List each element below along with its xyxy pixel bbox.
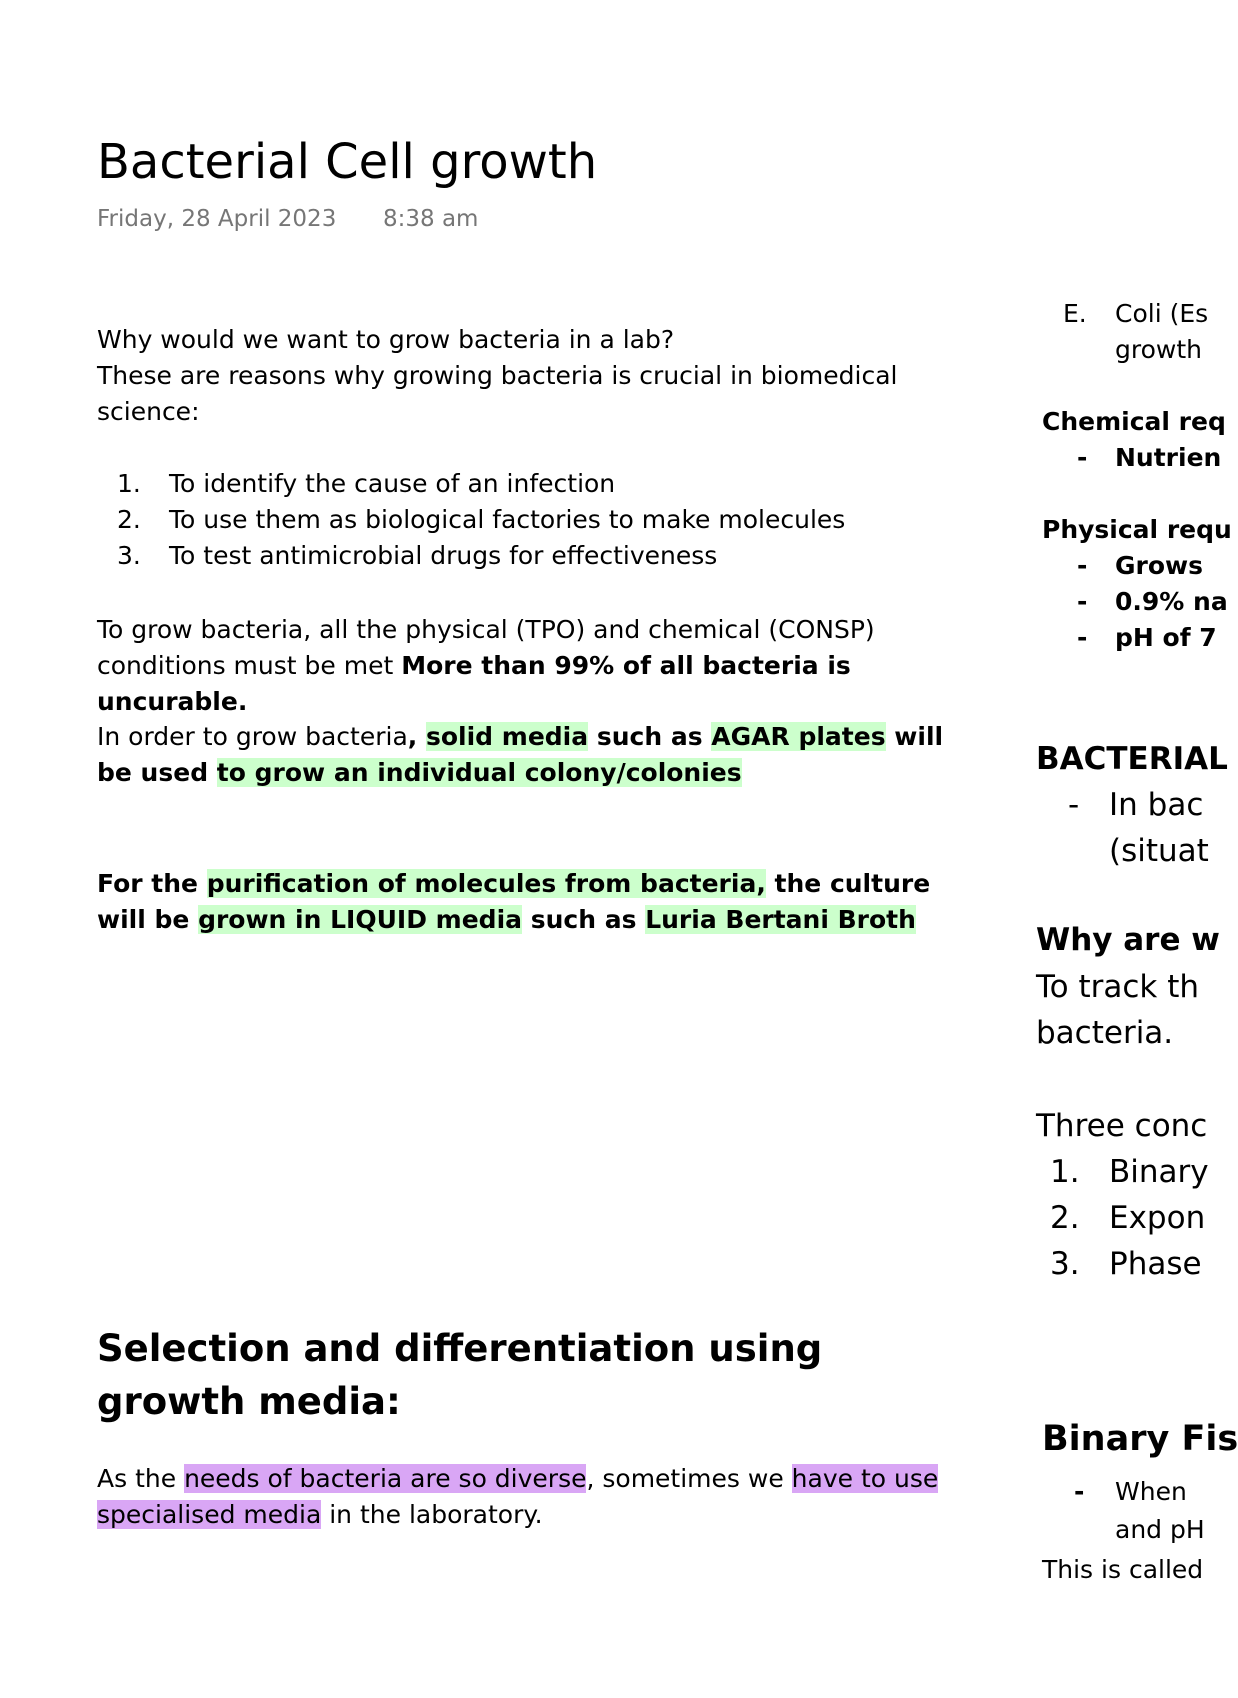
ecoli-line-1: Coli (Es bbox=[1115, 299, 1209, 328]
physical-item: 0.9% na bbox=[1115, 587, 1228, 616]
physical-dash: - bbox=[1077, 551, 1088, 580]
text-run: will be used bbox=[97, 722, 944, 787]
three-number: 1. bbox=[1050, 1154, 1080, 1190]
text-run: such as bbox=[588, 722, 712, 751]
list-item bbox=[97, 502, 957, 538]
physical-item: pH of 7 bbox=[1115, 623, 1217, 652]
physical-item: Grows bbox=[1115, 551, 1204, 580]
highlight-purification: purification of molecules from bacteria, bbox=[206, 869, 766, 898]
solid-media-paragraph bbox=[97, 719, 957, 791]
highlight-solid-media: solid media bbox=[425, 722, 589, 751]
track-line-2: bacteria. bbox=[1036, 1015, 1174, 1051]
binary-dash: - bbox=[1074, 1477, 1085, 1506]
highlight-diverse-needs: needs of bacteria are so diverse bbox=[184, 1464, 587, 1493]
ecoli-marker: E. bbox=[1063, 299, 1087, 328]
chemical-heading: Chemical req bbox=[1042, 407, 1226, 436]
intro-answer: These are reasons why growing bacteria is crucial in biomedical science: bbox=[97, 361, 898, 426]
physical-dash: - bbox=[1077, 623, 1088, 652]
highlight-colony: to grow an individual colony/colonies bbox=[216, 758, 742, 787]
called-line: This is called bbox=[1042, 1555, 1204, 1584]
list-text: To identify the cause of an infection bbox=[169, 469, 616, 498]
track-line-1: To track th bbox=[1036, 969, 1200, 1005]
physical-dash: - bbox=[1077, 587, 1088, 616]
text-run: In order to grow bacteria bbox=[97, 722, 408, 751]
diverse-paragraph bbox=[97, 1461, 957, 1533]
bacterial-line-2: (situat bbox=[1109, 833, 1209, 869]
three-item: Binary bbox=[1109, 1154, 1209, 1190]
bacterial-dash: - bbox=[1068, 787, 1080, 823]
page-title: Bacterial Cell growth bbox=[97, 134, 598, 190]
why-heading: Why are w bbox=[1036, 922, 1220, 958]
chemical-item: Nutrien bbox=[1115, 443, 1222, 472]
binary-line-2: and pH bbox=[1115, 1515, 1205, 1544]
binary-line-1: When bbox=[1115, 1477, 1187, 1506]
list-item bbox=[97, 538, 957, 574]
list-text: To use them as biological factories to make molecules bbox=[169, 505, 846, 534]
physical-heading: Physical requ bbox=[1042, 515, 1232, 544]
reasons-list bbox=[97, 466, 957, 574]
chemical-dash: - bbox=[1077, 443, 1088, 472]
text-run: , sometimes we bbox=[586, 1464, 792, 1493]
list-item bbox=[97, 466, 957, 502]
list-text: To test antimicrobial drugs for effectiveness bbox=[169, 541, 718, 570]
bacterial-heading: BACTERIAL bbox=[1036, 741, 1228, 777]
page-time: 8:38 am bbox=[383, 206, 479, 232]
conditions-text: To grow bacteria, all the physical (TPO) and chemical (CONSP) conditions must be met bbox=[97, 615, 875, 680]
conditions-bold: More than 99% of all bacteria is uncurable. bbox=[97, 651, 851, 716]
selection-heading: Selection and differentiation using growth media: bbox=[97, 1327, 823, 1423]
highlight-lb-broth: Luria Bertani Broth bbox=[645, 905, 916, 934]
list-number: 1. bbox=[117, 469, 141, 498]
text-run: such as bbox=[522, 905, 646, 934]
three-number: 3. bbox=[1050, 1246, 1080, 1282]
three-conditions: Three conc bbox=[1036, 1108, 1208, 1144]
highlight-liquid-media: grown in LIQUID media bbox=[198, 905, 523, 934]
list-number: 3. bbox=[117, 541, 141, 570]
text-run: As the bbox=[97, 1464, 185, 1493]
binary-heading: Binary Fis bbox=[1042, 1419, 1238, 1459]
highlight-specialised-media: have to use specialised media bbox=[97, 1464, 939, 1529]
three-number: 2. bbox=[1050, 1200, 1080, 1236]
three-item: Phase bbox=[1109, 1246, 1202, 1282]
text-run: the culture will be bbox=[97, 869, 931, 934]
page-date: Friday, 28 April 2023 bbox=[97, 206, 337, 232]
text-run: , bbox=[407, 722, 426, 751]
liquid-media-paragraph bbox=[97, 866, 957, 938]
intro-question: Why would we want to grow bacteria in a lab? bbox=[97, 325, 675, 354]
text-run: For the bbox=[97, 869, 207, 898]
text-run: in the laboratory. bbox=[321, 1500, 543, 1529]
bacterial-line-1: In bac bbox=[1109, 787, 1204, 823]
three-item: Expon bbox=[1109, 1200, 1206, 1236]
conditions-paragraph bbox=[97, 612, 957, 720]
ecoli-line-2: growth bbox=[1115, 335, 1202, 364]
list-number: 2. bbox=[117, 505, 141, 534]
highlight-agar-plates: AGAR plates bbox=[711, 722, 886, 751]
intro-block bbox=[97, 322, 957, 430]
